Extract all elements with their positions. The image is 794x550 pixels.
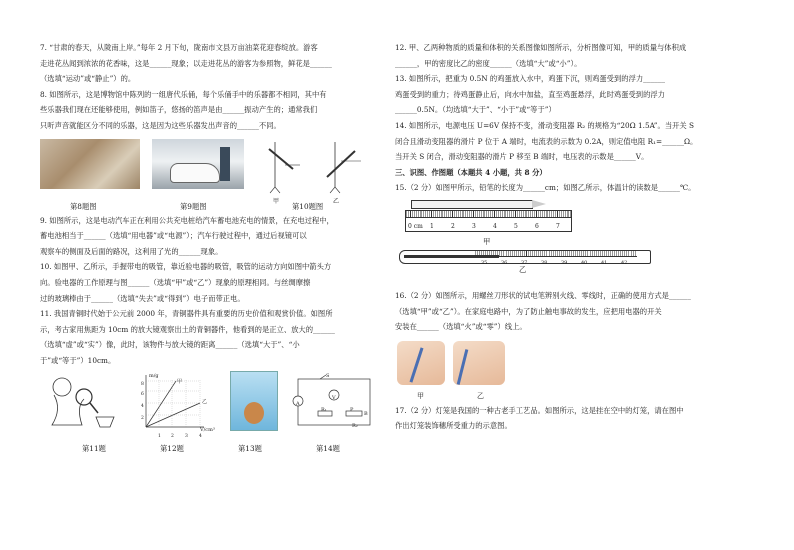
right-column <box>395 40 740 434</box>
fig14-ammeter-a: A <box>296 400 300 407</box>
caption-fig14: 第14题 <box>316 443 340 453</box>
thermo-36: 36 <box>501 259 508 266</box>
caption-fig12: 第12题 <box>160 443 184 453</box>
fig15-ruler-figure <box>395 200 740 234</box>
q7-line-3: （选填“运动”或“静止”）的。 <box>40 74 136 84</box>
fig14-r2: R₂ <box>352 422 358 429</box>
q12-line-2: ______，甲的密度比乙的密度______（选填“大”或“小”）。 <box>395 58 582 68</box>
ruler <box>405 210 572 232</box>
q7-line-2: 走进花丛闻到浓浓的花香味，这是______现象；以走进花丛的游客为参照物，鲜花是______ <box>40 58 332 68</box>
fig12-ylabel: m/g <box>149 372 159 379</box>
q16-line-2: （选填“甲”或“乙”）。在家庭电路中，为了防止触电事故的发生，应把用电器的开关 <box>395 306 662 316</box>
q9-line-3: 观察车的侧面及后面的路况，这利用了光的______现象。 <box>40 246 223 256</box>
q12-line-1: 12. 甲、乙两种物质的质量和体积的关系图像如图所示，分析图像可知，甲的质量与体积成 <box>395 43 687 52</box>
q9-line-2: 蓄电池相当于______（选填“用电器”或“电源”）；汽车行驶过程中，通过后视镜可以 <box>40 231 307 241</box>
fig12-xtick-2: 2 <box>171 433 174 439</box>
q10-line-3: 过的玻璃棒由于______（选填“失去”或“得到”）电子而带正电。 <box>40 293 245 303</box>
q13-line-1: 13. 如图所示，把重为 0.5N 的鸡蛋放入水中，鸡蛋下沉，则鸡蛋受到的浮力______ <box>395 74 666 84</box>
figure-captions-2 <box>40 441 380 455</box>
fig12-xlabel: V/cm³ <box>200 426 215 433</box>
fig14-voltmeter-v: V <box>332 394 336 401</box>
fig11-magnifier-illustration <box>40 373 120 431</box>
ev-charging-image <box>152 139 244 189</box>
ruler-3: 3 <box>472 222 476 230</box>
thermo-41: 41 <box>601 259 608 266</box>
q16-line-1: 16.（2 分）如图所示，用螺丝刀形状的试电笔辨别火线、零线时，正确的使用方式是______ <box>395 290 691 300</box>
q11-line-4: 于”或“等于”）10cm。 <box>40 355 116 365</box>
fig12-xtick-4: 4 <box>199 433 202 439</box>
fig15-thermometer <box>395 248 740 270</box>
thermo-40: 40 <box>581 259 588 266</box>
fig16-label-yi: 乙 <box>477 391 484 400</box>
fig12-ytick-6: 6 <box>141 391 144 397</box>
q13-line-2: 鸡蛋受到的重力；待鸡蛋静止后，向水中加盐，直至鸡蛋悬浮，此时鸡蛋受到的浮力 <box>395 89 665 99</box>
q7-line-1: 7. “甘肃的春天，从陇南上岸。”每年 2 月下旬，陇南市文县万亩油菜花迎春绽放。游客 <box>40 43 318 52</box>
q8-line-3: 只听声音就能区分不同的乐器，这是因为这些乐器发出声音的______不同。 <box>40 120 281 130</box>
q10-line-2: 向。验电器的工作原理与图______（选填“甲”或“乙”）现象的原理相同。与丝绸摩擦 <box>40 277 311 287</box>
fig12-line-jia: 甲 <box>177 378 183 385</box>
fig16-label-jia: 甲 <box>417 391 424 400</box>
fig13-beaker-egg <box>230 371 278 431</box>
caption-fig8: 第8题图 <box>70 201 97 211</box>
thermo-35: 35 <box>481 259 488 266</box>
fig16-test-pen-figure <box>395 339 740 399</box>
q14-line-2: 闭合且滑动变阻器的滑片 P 位于 A 端时，电流表的示数为 0.2A，则定值电阻 R₁=______Ω。 <box>395 136 698 146</box>
fig12-xtick-1: 1 <box>158 433 161 439</box>
section-3-heading: 三、识图、作图题（本题共 4 小题，共 8 分） <box>395 167 547 177</box>
caption-fig13: 第13题 <box>238 443 262 453</box>
q16-line-3: 安装在______（选填“火”或“零”）线上。 <box>395 322 527 332</box>
test-pen-jia-image <box>397 341 445 385</box>
fig12-xtick-3: 3 <box>185 433 188 439</box>
thermo-37: 37 <box>521 259 528 266</box>
fig15-label-jia: 甲 <box>483 236 491 246</box>
fig10-label-jia: 甲 <box>273 197 280 205</box>
ruler-7: 7 <box>556 222 560 230</box>
q8-line-2: 些乐器我们现在还能够使用，例如笛子，悠扬的笛声是由______振动产生的；通常我们 <box>40 105 318 115</box>
q8-line-1: 8. 如图所示，这是博物馆中陈列的一组唐代乐俑，每个乐俑手中的乐器都不相同，其中有 <box>40 89 327 99</box>
q13-line-3: ______0.5N。（均选填“大于”、“小于”或“等于”） <box>395 105 556 115</box>
fig15-label-yi: 乙 <box>519 264 527 274</box>
caption-fig9: 第9题图 <box>180 201 207 211</box>
fig12-ytick-2: 2 <box>141 415 144 421</box>
tang-figurines-image <box>40 139 140 189</box>
fig15-jia-row <box>395 234 740 246</box>
fig12-line-yi: 乙 <box>202 398 208 405</box>
left-column <box>40 40 380 455</box>
ruler-4: 4 <box>493 222 497 230</box>
figure-row-1 <box>40 137 380 207</box>
caption-fig10: 第10题图 <box>292 201 324 211</box>
thermo-38: 38 <box>541 259 548 266</box>
figure-row-2 <box>40 371 380 441</box>
thermo-42: 42 <box>621 259 628 266</box>
q14-line-1: 14. 如图所示，电源电压 U=6V 保持不变，滑动变阻器 R₂ 的规格为“20Ω 1.5A”。当开关 S <box>395 120 695 130</box>
q9-line-1: 9. 如图所示，这是电动汽车正在利用公共充电桩给汽车蓄电池充电的情景，在充电过程中， <box>40 215 334 225</box>
q17-line-1: 17.（2 分）灯笼是我国的一种古老手工艺品。如图所示，这是挂在空中的灯笼，请在图中 <box>395 405 684 415</box>
ruler-2: 2 <box>451 222 455 230</box>
q11-line-3: （选填“虚”或“实”）像，此时，该物件与放大镜的距离______（选填“大于”、“小 <box>40 340 300 350</box>
ruler-1: 1 <box>430 222 434 230</box>
fig15-yi-row <box>395 264 740 282</box>
q15-text: 15.（2 分）如图甲所示，铅笔的长度为______cm；如图乙所示，体温计的读数是______℃。 <box>395 183 696 193</box>
q11-line-1: 11. 我国青铜时代始于公元前 2000 年，青铜器件具有重要的历史价值和观赏价值。如图所 <box>40 309 333 319</box>
egg <box>244 402 264 424</box>
test-pen-yi-image <box>453 341 505 385</box>
pencil <box>411 200 533 209</box>
fig14-r1: R₁ <box>321 406 327 413</box>
ruler-5: 5 <box>514 222 518 230</box>
q17-line-2: 作出灯笼装饰穗所受重力的示意图。 <box>395 421 512 431</box>
ruler-unit: 0 cm <box>408 222 423 230</box>
fig12-ytick-8: 8 <box>141 381 144 387</box>
caption-fig11: 第11题 <box>82 443 106 453</box>
fig14-p: P <box>350 406 354 413</box>
ruler-6: 6 <box>535 222 539 230</box>
q11-line-2: 示，考古家用焦距为 10cm 的放大镜观察出土的青铜器件，他看到的是正立、放大的______ <box>40 324 335 334</box>
figure-captions-1 <box>40 199 380 213</box>
fig12-ytick-4: 4 <box>141 403 144 409</box>
q10-line-1: 10. 如图甲、乙所示，手握带电的吸管，靠近验电器的吸管，吸管的运动方向如图中箭头方 <box>40 262 332 272</box>
thermo-39: 39 <box>561 259 568 266</box>
fig10-label-yi: 乙 <box>333 197 340 205</box>
fig10-diagram <box>255 137 375 195</box>
q14-line-3: 当开关 S 闭合，滑动变阻器的滑片 P 移至 B 端时，电压表的示数是______V。 <box>395 152 649 162</box>
fig14-switch-s: S <box>326 372 330 379</box>
fig14-b: B <box>364 410 368 417</box>
